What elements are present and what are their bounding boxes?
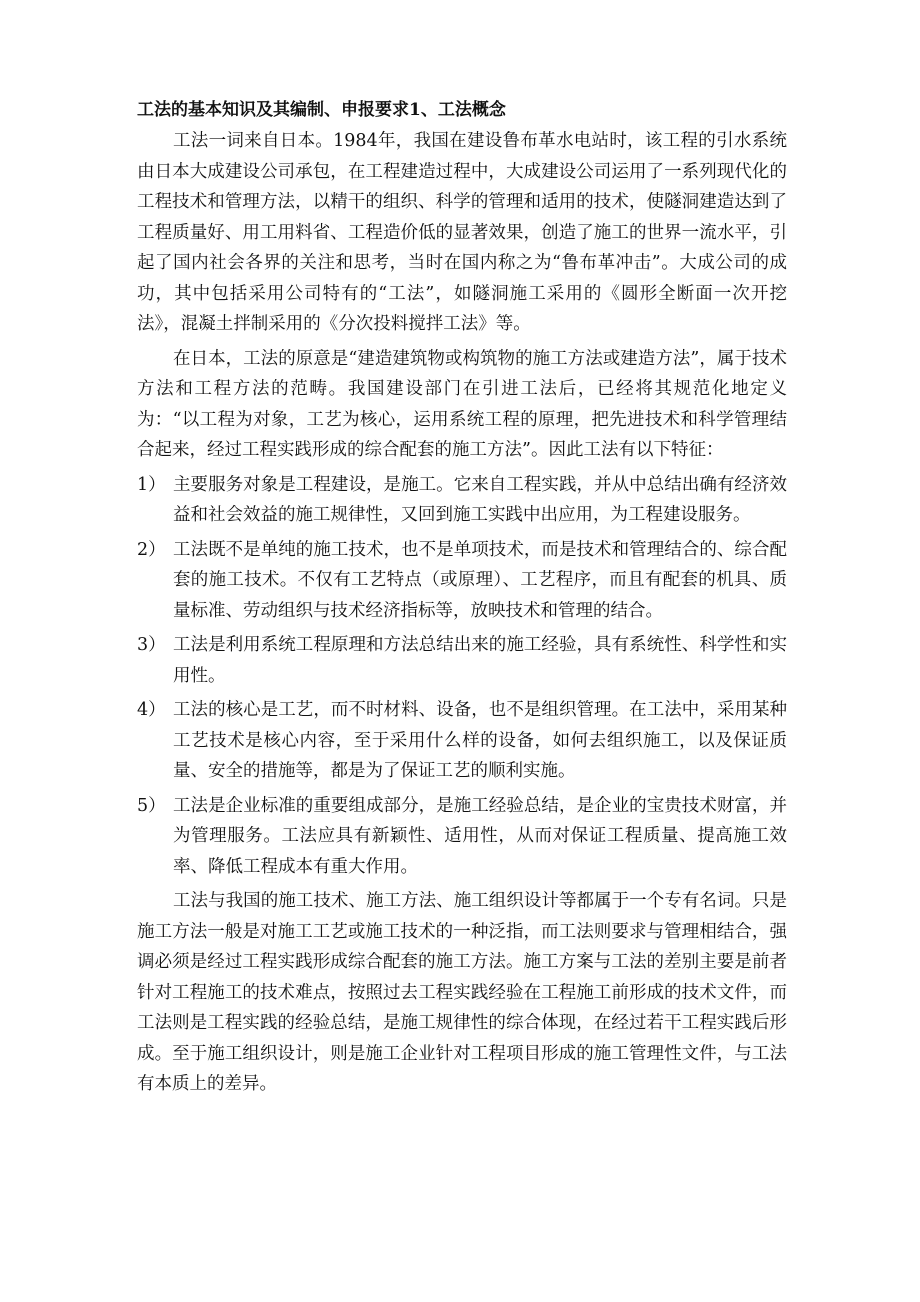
document-title: 工法的基本知识及其编制、申报要求1、工法概念 bbox=[137, 100, 506, 120]
list-item-text: 工法是利用系统工程原理和方法总结出来的施工经验，具有系统性、科学性和实用性。 bbox=[173, 635, 787, 686]
list-item-text: 工法是企业标准的重要组成部分，是施工经验总结，是企业的宝贵技术财富，并为管理服务。工法应具有新颖性、适用性，从而对保证工程质量、提高施工效率、降低工程成本有重大作用。 bbox=[173, 795, 787, 877]
list-item-text: 工法既不是单纯的施工技术，也不是单项技术，而是技术和管理结合的、综合配套的施工技术。不仅有工艺特点（或原理）、工艺程序，而且有配套的机具、质量标准、劳动组织与技术经济指标等，放映技术和管理的结合。 bbox=[173, 539, 787, 621]
list-item-text: 工法的核心是工艺，而不时材料、设备，也不是组织管理。在工法中，采用某种工艺技术是核心内容，至于采用什么样的设备，如何去组织施工，以及保证质量、安全的措施等，都是为了保证工艺的顺利实施。 bbox=[173, 700, 787, 781]
list-item bbox=[137, 791, 787, 883]
list-item bbox=[137, 535, 787, 627]
paragraph-definition: 在日本，工法的原意是“建造建筑物或构筑物的施工方法或建造方法”，属于技术方法和工程方法的范畴。我国建设部门在引进工法后，已经将其规范化地定义为：“以工程为对象，工艺为核心，运用系统工程的原理，把先进技术和科学管理结合起来，经过工程实践形成的综合配套的施工方法”。因此工法有以下特征： bbox=[137, 348, 787, 460]
paragraph-comparison: 工法与我国的施工技术、施工方法、施工组织设计等都属于一个专有名词。只是施工方法一般是对施工工艺或施工技术的一种泛指，而工法则要求与管理相结合，强调必须是经过工程实践形成综合配套的施工方法。施工方案与工法的差别主要是前者针对工程施工的技术难点，按照过去工程实践经验在工程施工前形成的技术文件，而工法则是工程实践的经验总结，是施工规律性的综合体现，在经过若干工程实践后形成。至于施工组织设计，则是施工企业针对工程项目形成的施工管理性文件，与工法有本质上的差异。 bbox=[137, 891, 787, 1094]
list-item bbox=[137, 630, 787, 691]
list-marker: 4） bbox=[137, 700, 166, 720]
list-item bbox=[137, 695, 787, 787]
list-marker: 5） bbox=[137, 795, 166, 816]
document-body bbox=[137, 96, 787, 1104]
feature-list bbox=[137, 470, 787, 883]
list-item-text: 主要服务对象是工程建设，是施工。它来自工程实践，并从中总结出确有经济效益和社会效益的施工规律性，又回到施工实践中出应用，为工程建设服务。 bbox=[173, 474, 787, 525]
list-marker: 3） bbox=[137, 635, 166, 655]
list-item bbox=[137, 470, 787, 531]
list-marker: 2） bbox=[137, 539, 166, 560]
paragraph-origin: 工法一词来自日本。1984年，我国在建设鲁布革水电站时，该工程的引水系统由日本大成建设公司承包，在工程建造过程中，大成建设公司运用了一系列现代化的工程技术和管理方法，以精干的组织、科学的管理和适用的技术，使隧洞建造达到了工程质量好、用工用料省、工程造价低的显著效果，创造了施工的世界一流水平，引起了国内社会各界的关注和思考，当时在国内称之为“鲁布革冲击”。大成公司的成功，其中包括采用公司特有的“工法”，如隧洞施工采用的《圆形全断面一次开挖法》，混凝土拌制采用的《分次投料搅拌工法》等。 bbox=[137, 131, 787, 334]
list-marker: 1） bbox=[137, 474, 166, 495]
